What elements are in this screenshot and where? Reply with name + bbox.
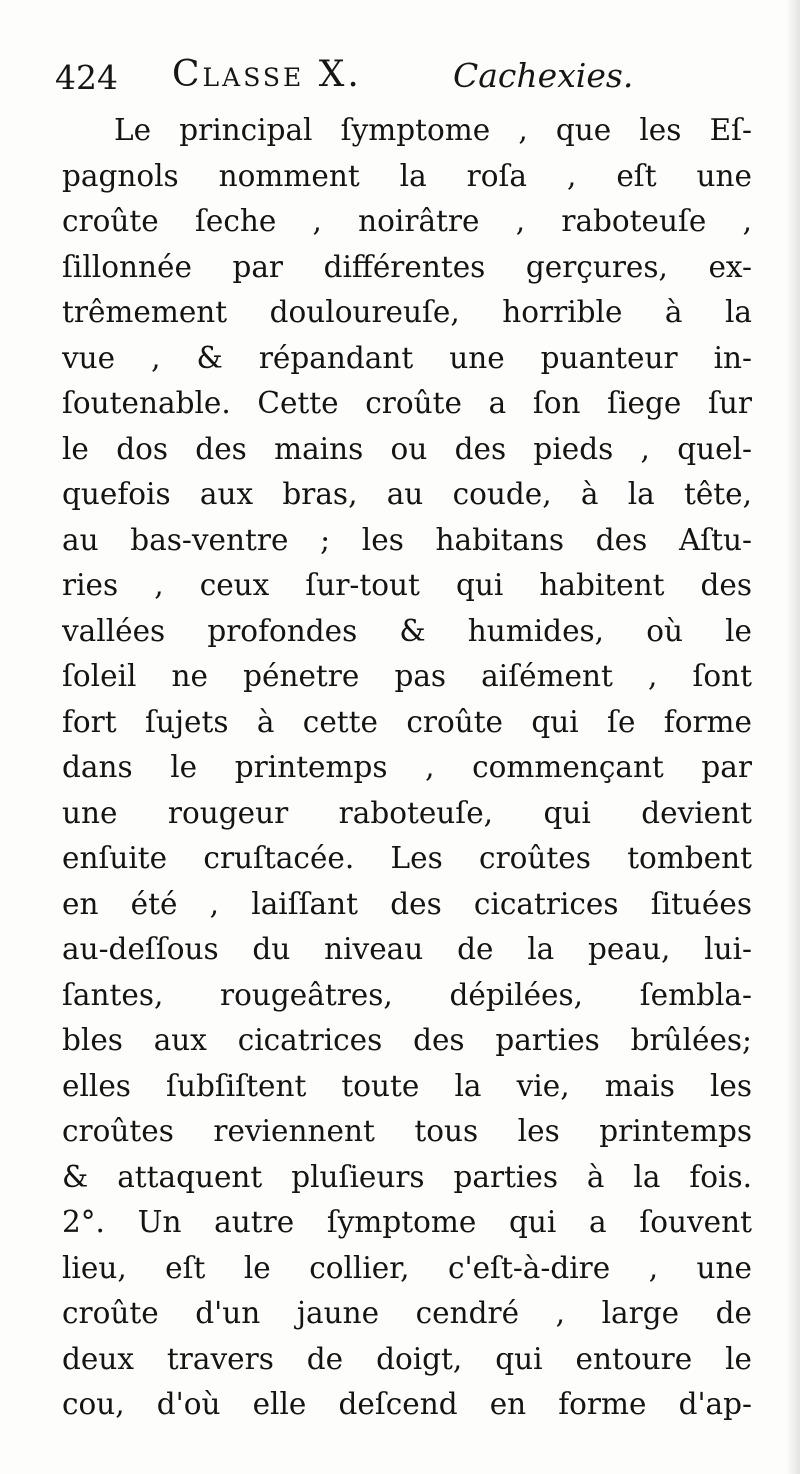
running-head: Classe X. [172,54,362,95]
page-number: 424 [55,58,118,97]
text-line: au bas-ventre ; les habitans des Aſtu- [62,522,752,557]
text-line: au-deſſous du niveau de la peau, lui- [62,932,752,966]
text-line: le dos des mains ou des pieds , quel- [62,431,752,466]
text-line: ſillonnée par différentes gerçures, ex- [62,249,752,284]
text-line: trêmement douloureuſe, horrible à la [62,295,752,329]
text-line: vue , & répandant une puanteur in- [62,340,752,375]
text-line: une rougeur raboteuſe, qui devient [62,795,752,830]
text-line: 2°. Un autre ſymptome qui a ſouvent [62,1205,752,1239]
text-line: croûte d'un jaune cendré , large de [62,1296,752,1330]
text-line: dans le printemps , commençant par [62,750,752,784]
text-line: croûte ſeche , noirâtre , raboteuſe , [62,204,752,238]
text-line: lieu, eſt le collier, c'eſt-à-dire , une [62,1250,752,1285]
text-line: enſuite cruſtacée. Les croûtes tombent [62,841,752,875]
text-line: quefois aux bras, au coude, à la tête, [62,477,752,511]
text-line: ſoutenable. Cette croûte a ſon ſiege ſur [62,386,752,420]
text-line: en été , laiſſant des cicatrices ſituées [62,886,752,921]
text-line: pagnols nomment la roſa , eſt une [62,158,752,193]
text-line: fort ſujets à cette croûte qui ſe forme [62,704,752,739]
text-line: elles ſubſiſtent toute la vie, mais les [62,1068,752,1103]
running-head-subtitle: Cachexies. [453,56,634,95]
text-line: croûtes reviennent tous les printemps [62,1114,752,1148]
text-line: ries , ceux ſur-tout qui habitent des [62,568,752,602]
text-line: bles aux cicatrices des parties brûlées; [62,1023,752,1057]
page-edge-shadow [786,0,800,1474]
text-line: & attaquent pluſieurs parties à la fois. [62,1159,752,1194]
text-line: ſoleil ne pénetre pas aiſément , ſont [62,659,752,693]
text-line: deux travers de doigt, qui entoure le [62,1341,752,1376]
text-line: vallées profondes & humides, où le [62,613,752,648]
text-line: ſantes, rougeâtres, dépilées, ſembla- [62,977,752,1012]
body-text [62,108,752,1428]
page-header [55,52,755,100]
text-line: cou, d'où elle deſcend en forme d'ap- [62,1387,752,1421]
text-line: Le principal ſymptome , que les Eſ- [114,113,752,147]
